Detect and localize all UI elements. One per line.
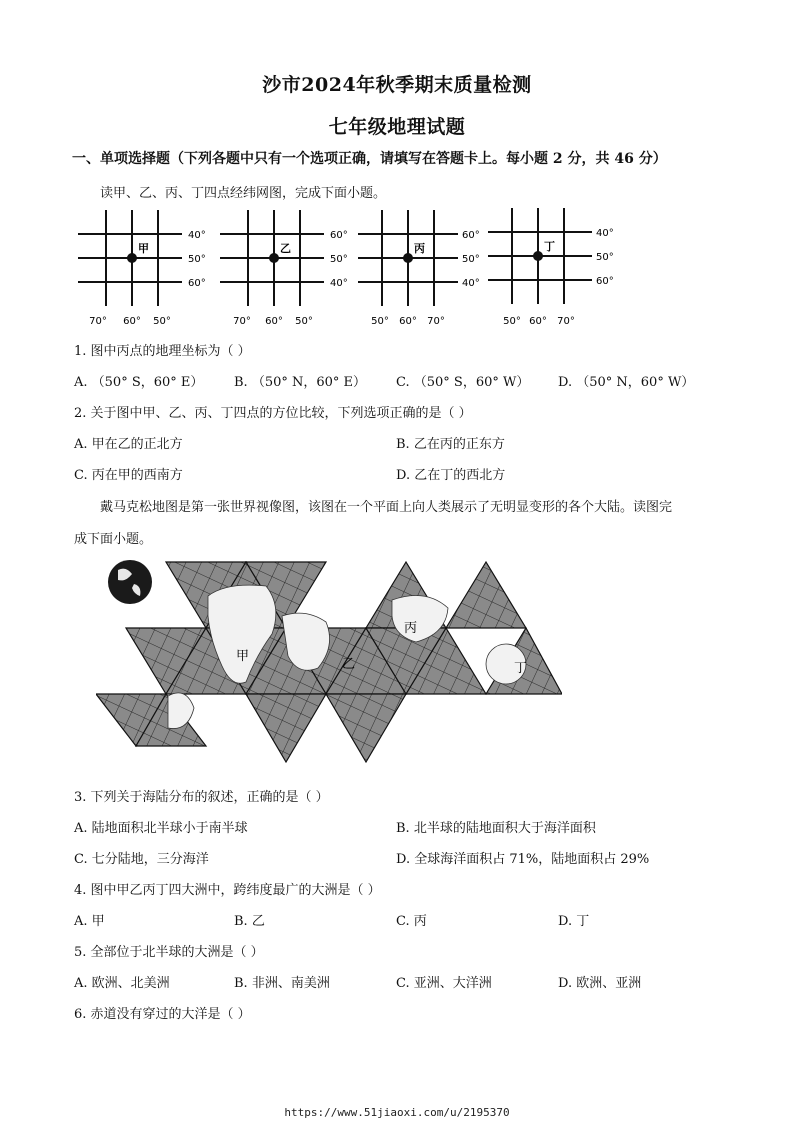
lat-label: 50° [462, 254, 480, 265]
lat-label: 40° [188, 230, 206, 241]
continent-label-jia: 甲 [236, 649, 250, 664]
q1-option-d[interactable]: D. （50° N，60° W） [558, 375, 695, 390]
graticule-figure [70, 204, 630, 334]
question-4: 4. 图中甲乙丙丁四大洲中，跨纬度最广的大洲是（ ） [74, 883, 381, 898]
globe-icon [108, 560, 152, 604]
lat-label: 40° [596, 228, 614, 239]
section-heading: 一、单项选择题（下列各题中只有一个选项正确，请填写在答题卡上。每小题 2 分，共 46 分） [72, 151, 667, 167]
grid-point-label: 丁 [544, 240, 555, 253]
q2-option-a[interactable]: A. 甲在乙的正北方 [74, 437, 183, 452]
q3-option-d[interactable]: D. 全球海洋面积占 71%，陆地面积占 29% [396, 852, 650, 867]
q1-option-a[interactable]: A. （50° S，60° E） [74, 375, 204, 390]
q5-option-b[interactable]: B. 非洲、南美洲 [234, 976, 330, 991]
point-yi-dot [269, 253, 279, 263]
dymaxion-map [96, 556, 562, 768]
point-ding-dot [533, 251, 543, 261]
lon-label: 50° [371, 316, 389, 327]
lon-label: 60° [265, 316, 283, 327]
q5-option-c[interactable]: C. 亚洲、大洋洲 [396, 976, 492, 991]
continent-label-bing: 丙 [404, 621, 418, 636]
point-bing-dot [403, 253, 413, 263]
lon-label: 60° [529, 316, 547, 327]
q4-option-d[interactable]: D. 丁 [558, 914, 590, 929]
q3-option-b[interactable]: B. 北半球的陆地面积大于海洋面积 [396, 821, 596, 836]
q4-option-a[interactable]: A. 甲 [74, 914, 105, 929]
lon-label: 50° [503, 316, 521, 327]
question-1: 1. 图中丙点的地理坐标为（ ） [74, 344, 251, 359]
lat-label: 50° [188, 254, 206, 265]
grid-point-label: 甲 [138, 242, 149, 255]
lon-label: 70° [427, 316, 445, 327]
exam-subtitle: 七年级地理试题 [328, 116, 466, 138]
lat-label: 60° [596, 276, 614, 287]
q4-option-c[interactable]: C. 丙 [396, 914, 427, 929]
q1-option-b[interactable]: B. （50° N，60° E） [234, 375, 367, 390]
question-2: 2. 关于图中甲、乙、丙、丁四点的方位比较，下列选项正确的是（ ） [74, 406, 472, 421]
lon-label: 70° [233, 316, 251, 327]
lon-label: 50° [153, 316, 171, 327]
lon-label: 70° [89, 316, 107, 327]
lat-label: 40° [330, 278, 348, 289]
lon-label: 70° [557, 316, 575, 327]
lat-label: 50° [330, 254, 348, 265]
lat-label: 50° [596, 252, 614, 263]
lon-label: 60° [399, 316, 417, 327]
q5-option-a[interactable]: A. 欧洲、北美洲 [74, 976, 170, 991]
question-3: 3. 下列关于海陆分布的叙述，正确的是（ ） [74, 790, 329, 805]
lat-label: 60° [462, 230, 480, 241]
grid-point-label: 乙 [280, 242, 291, 255]
question-6: 6. 赤道没有穿过的大洋是（ ） [74, 1007, 251, 1022]
lon-label: 50° [295, 316, 313, 327]
q3-option-c[interactable]: C. 七分陆地，三分海洋 [74, 852, 209, 867]
continent-label-ding: 丁 [514, 661, 528, 676]
grid-bing [358, 210, 480, 327]
question-5: 5. 全部位于北半球的大洲是（ ） [74, 945, 264, 960]
q1-option-c[interactable]: C. （50° S，60° W） [396, 375, 530, 390]
lat-label: 40° [462, 278, 480, 289]
q2-option-b[interactable]: B. 乙在丙的正东方 [396, 437, 505, 452]
grid-point-label: 丙 [414, 242, 425, 255]
q4-option-b[interactable]: B. 乙 [234, 914, 265, 929]
continent-label-yi: 乙 [342, 657, 356, 672]
exam-title: 沙市2024年秋季期末质量检测 [262, 74, 532, 96]
q2-option-c[interactable]: C. 丙在甲的西南方 [74, 468, 183, 483]
lat-label: 60° [188, 278, 206, 289]
grid-ding [488, 208, 614, 327]
grid-yi [220, 210, 348, 327]
point-jia-dot [127, 253, 137, 263]
q5-option-d[interactable]: D. 欧洲、亚洲 [558, 976, 642, 991]
grid-jia [78, 210, 206, 327]
lat-label: 60° [330, 230, 348, 241]
map-intro-line1: 戴马克松地图是第一张世界视像图，该图在一个平面上向人类展示了无明显变形的各个大陆。读图完 [100, 500, 673, 515]
q3-option-a[interactable]: A. 陆地面积北半球小于南半球 [74, 821, 248, 836]
map-intro-line2: 成下面小题。 [74, 532, 153, 547]
grid-intro: 读甲、乙、丙、丁四点经纬网图，完成下面小题。 [100, 186, 387, 201]
footer-url[interactable]: https://www.51jiaoxi.com/u/2195370 [284, 1106, 510, 1119]
q2-option-d[interactable]: D. 乙在丁的西北方 [396, 468, 506, 483]
lon-label: 60° [123, 316, 141, 327]
